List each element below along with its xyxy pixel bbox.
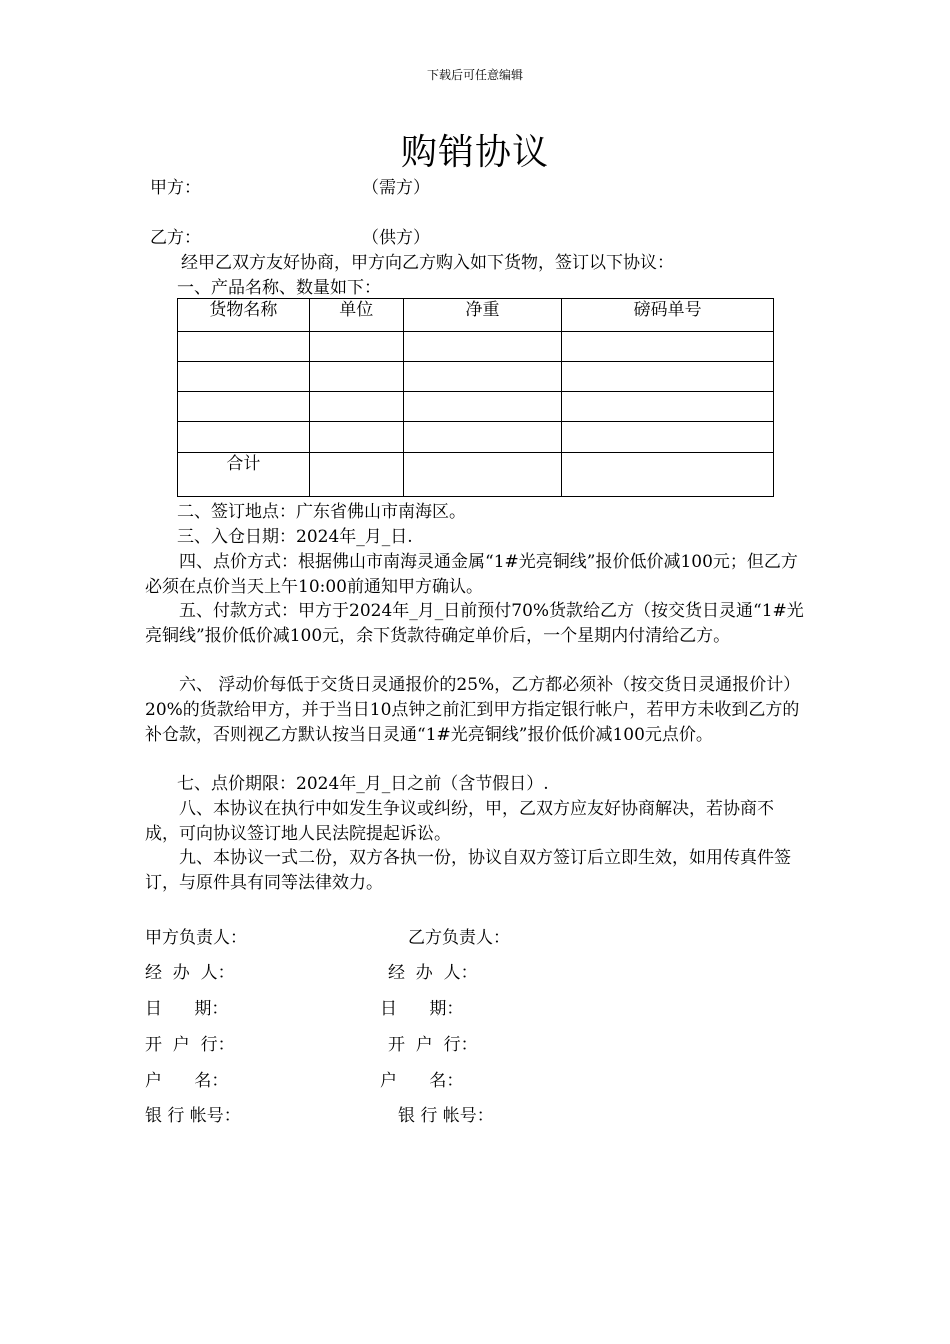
party-a-handler: 经 办 人： xyxy=(145,963,235,983)
party-b-representative: 乙方负责人： xyxy=(408,928,510,948)
section-1-heading: 一、产品名称、数量如下： xyxy=(177,278,381,298)
table-cell xyxy=(403,332,562,362)
table-cell xyxy=(309,362,403,392)
table-cell xyxy=(562,332,774,362)
table-cell xyxy=(178,392,310,422)
clause-8: 八、本协议在执行中如发生争议或纠纷，甲，乙双方应友好协商解决，若协商不成，可向协议签订地人民法院提起诉讼。 xyxy=(145,799,774,844)
clause-5: 五、付款方式：甲方于2024年_月_日前预付70%货款给乙方（按交货日灵通“1#光亮铜线”报价低价减100元，余下货款待确定单价后，一个星期内付清给乙方。 xyxy=(145,601,804,646)
table-cell xyxy=(403,362,562,392)
intro-paragraph: 经甲乙双方友好协商，甲方向乙方购入如下货物，签订以下协议： xyxy=(181,253,674,273)
table-cell xyxy=(309,453,403,497)
party-a-representative: 甲方负责人： xyxy=(145,928,247,948)
table-cell xyxy=(562,392,774,422)
table-cell xyxy=(309,332,403,362)
header-unit: 单位 xyxy=(309,299,403,332)
party-a-role: （需方） xyxy=(362,178,430,198)
goods-table xyxy=(177,298,774,497)
table-cell xyxy=(403,392,562,422)
header-goods-name: 货物名称 xyxy=(178,299,310,332)
table-row xyxy=(178,422,774,453)
party-b-bank: 开 户 行： xyxy=(388,1035,478,1055)
party-b-role: （供方） xyxy=(362,228,430,248)
table-cell xyxy=(178,362,310,392)
table-row xyxy=(178,392,774,422)
party-b-label: 乙方： xyxy=(150,228,201,248)
party-b-account-number: 银 行 帐号： xyxy=(398,1106,494,1126)
table-header-row xyxy=(178,299,774,332)
table-cell xyxy=(562,422,774,453)
party-a-label: 甲方： xyxy=(150,178,201,198)
document-title: 购销协议 xyxy=(400,132,549,173)
party-a-date: 日 期： xyxy=(145,999,229,1019)
table-cell xyxy=(309,392,403,422)
header-weigh-ticket-no: 磅码单号 xyxy=(562,299,774,332)
table-cell xyxy=(178,422,310,453)
table-total-row xyxy=(178,453,774,497)
party-b-account-name: 户 名： xyxy=(380,1071,464,1091)
clause-3: 三、入仓日期：2024年_月_日. xyxy=(177,527,413,547)
header-note: 下载后可任意编辑 xyxy=(426,68,523,82)
table-row xyxy=(178,362,774,392)
table-cell xyxy=(562,362,774,392)
table-cell xyxy=(309,422,403,453)
table-cell xyxy=(178,332,310,362)
clause-7: 七、点价期限：2024年_月_日之前（含节假日）. xyxy=(177,774,549,794)
table-cell xyxy=(403,422,562,453)
clause-6: 六、 浮动价每低于交货日灵通报价的25%，乙方都必须补（按交货日灵通报价计）20%的货款给甲方，并于当日10点钟之前汇到甲方指定银行帐户，若甲方未收到乙方的补仓款，否则视乙方默认按当日灵通“1#光亮铜线”报价低价减100元点价。 xyxy=(145,675,801,745)
party-b-handler: 经 办 人： xyxy=(388,963,478,983)
party-a-account-name: 户 名： xyxy=(145,1071,229,1091)
party-b-date: 日 期： xyxy=(380,999,464,1019)
total-label: 合计 xyxy=(178,453,310,497)
clause-9: 九、本协议一式二份，双方各执一份，协议自双方签订后立即生效，如用传真件签订，与原件具有同等法律效力。 xyxy=(145,848,791,893)
clause-2: 二、签订地点：广东省佛山市南海区。 xyxy=(177,502,466,522)
table-row xyxy=(178,332,774,362)
party-a-bank: 开 户 行： xyxy=(145,1035,235,1055)
table-cell xyxy=(403,453,562,497)
party-a-account-number: 银 行 帐号： xyxy=(145,1106,241,1126)
clause-4: 四、点价方式：根据佛山市南海灵通金属“1#光亮铜线”报价低价减100元；但乙方必须在点价当天上午10:00前通知甲方确认。 xyxy=(145,552,798,597)
table-cell xyxy=(562,453,774,497)
header-net-weight: 净重 xyxy=(403,299,562,332)
